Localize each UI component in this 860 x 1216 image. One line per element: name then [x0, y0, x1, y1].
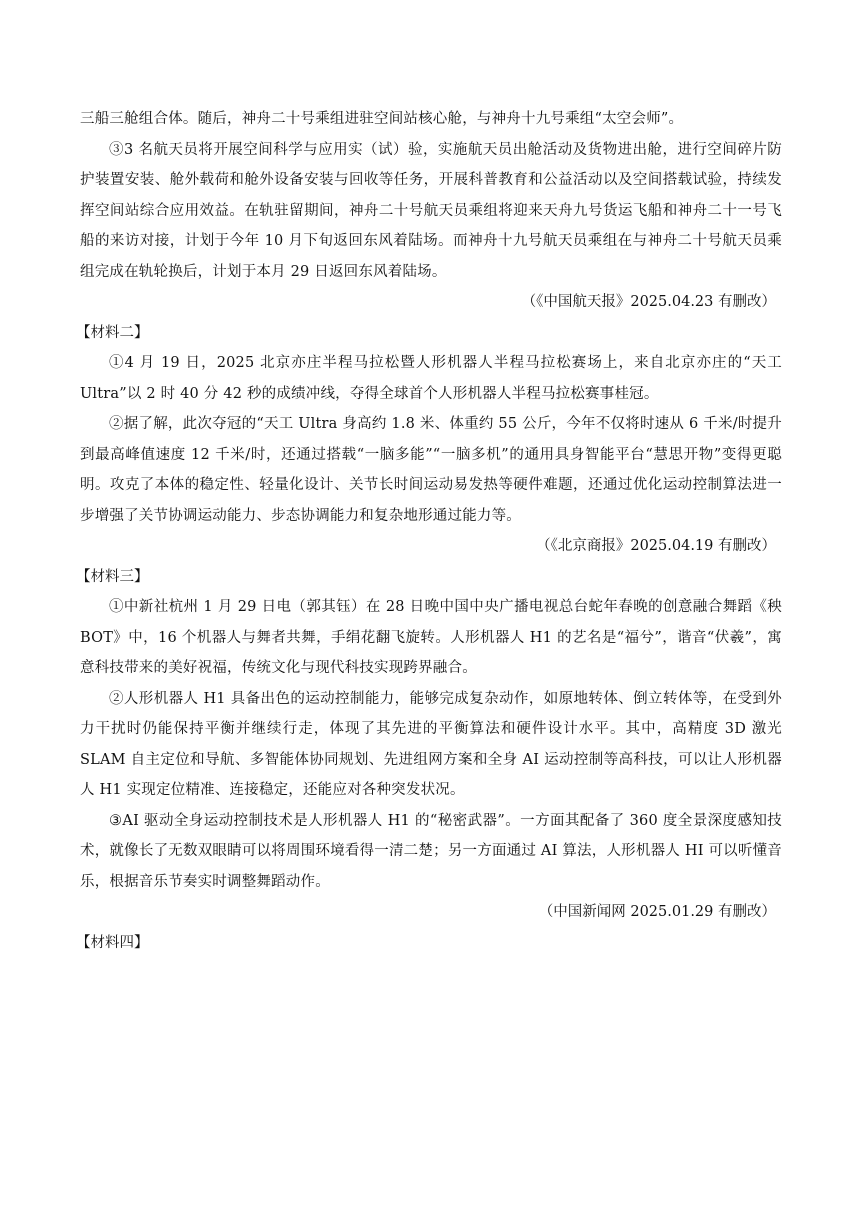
source-citation-material2: （《北京商报》2025.04.19 有删改）: [536, 538, 776, 554]
document-page: [76, 104, 782, 958]
section-heading-material4: 【材料四】: [76, 934, 149, 951]
section-heading-material2: 【材料二】: [76, 324, 149, 341]
paragraph-material1-item3: ③3 名航天员将开展空间科学与应用实（试）验，实施航天员出舱活动及货物进出舱，进行空间碎片防护装置安装、舱外载荷和舱外设备安装与回收等任务，开展科普教育和公益活动以及空间搭载试验，持续发挥空间站综合应用效益。在轨驻留期间，神舟二十号航天员乘组将迎来天舟九号货运飞船和神舟二十一号飞船的来访对接，计划于今年 10 月下旬返回东风着陆场。而神舟十九号航天员乘组在与神舟二十号航天员乘组完成在轨轮换后，计划于本月 29 日返回东风着陆场。: [80, 141, 782, 280]
source-citation-material1: （《中国航天报》2025.04.23 有删改）: [521, 294, 776, 310]
paragraph-material2-item2: ②据了解，此次夺冠的“天工 Ultra 身高约 1.8 米、体重约 55 公斤，今年不仅将时速从 6 千米/时提升到最高峰值速度 12 千米/时，还通过搭载“一脑多能”“一脑多机”的通用具身智能平台“慧思开物”变得更聪明。攻克了本体的稳定性、轻量化设计、关节长时间运动易发热等硬件难题，还通过优化运动控制算法进一步增强了关节协调运动能力、步态协调能力和复杂地形通过能力等。: [80, 416, 782, 524]
paragraph-material3-item1: ①中新社杭州 1 月 29 日电（郭其钰）在 28 日晚中国中央广播电视总台蛇年春晚的创意融合舞蹈《秧BOT》中，16 个机器人与舞者共舞，手绢花翻飞旋转。人形机器人 H1 的艺名是“福兮”，谐音“伏羲”，寓意科技带来的美好祝福，传统文化与现代科技实现跨界融合。: [80, 599, 782, 676]
section-heading-material3: 【材料三】: [76, 568, 149, 585]
paragraph-material3-item3: ③AI 驱动全身运动控制技术是人形机器人 H1 的“秘密武器”。一方面其配备了 360 度全景深度感知技术，就像长了无数双眼睛可以将周围环境看得一清二楚；另一方面通过 AI 算法，人形机器人 HI 可以听懂音乐，根据音乐节奏实时调整舞蹈动作。: [80, 812, 782, 890]
source-citation-material3: （中国新闻网 2025.01.29 有删改）: [538, 904, 776, 920]
paragraph-material3-item2: ②人形机器人 H1 具备出色的运动控制能力，能够完成复杂动作，如原地转体、倒立转体等，在受到外力干扰时仍能保持平衡并继续行走，体现了其先进的平衡算法和硬件设计水平。其中，高精度 3D 激光 SLAM 自主定位和导航、多智能体协同规划、先进组网方案和全身 AI 运动控制等高科技，可以让人形机器人 H1 实现定位精准、连接稳定，还能应对各种突发状况。: [80, 690, 782, 798]
paragraph-material2-item1: ①4 月 19 日，2025 北京亦庄半程马拉松暨人形机器人半程马拉松赛场上，来自北京亦庄的“天工 Ultra”以 2 时 40 分 42 秒的成绩冲线，夺得全球首个人形机器人半程马拉松赛事桂冠。: [80, 355, 782, 402]
paragraph-continuation: 三船三舱组合体。随后，神舟二十号乘组进驻空间站核心舱，与神舟十九号乘组“太空会师”。: [80, 111, 684, 127]
